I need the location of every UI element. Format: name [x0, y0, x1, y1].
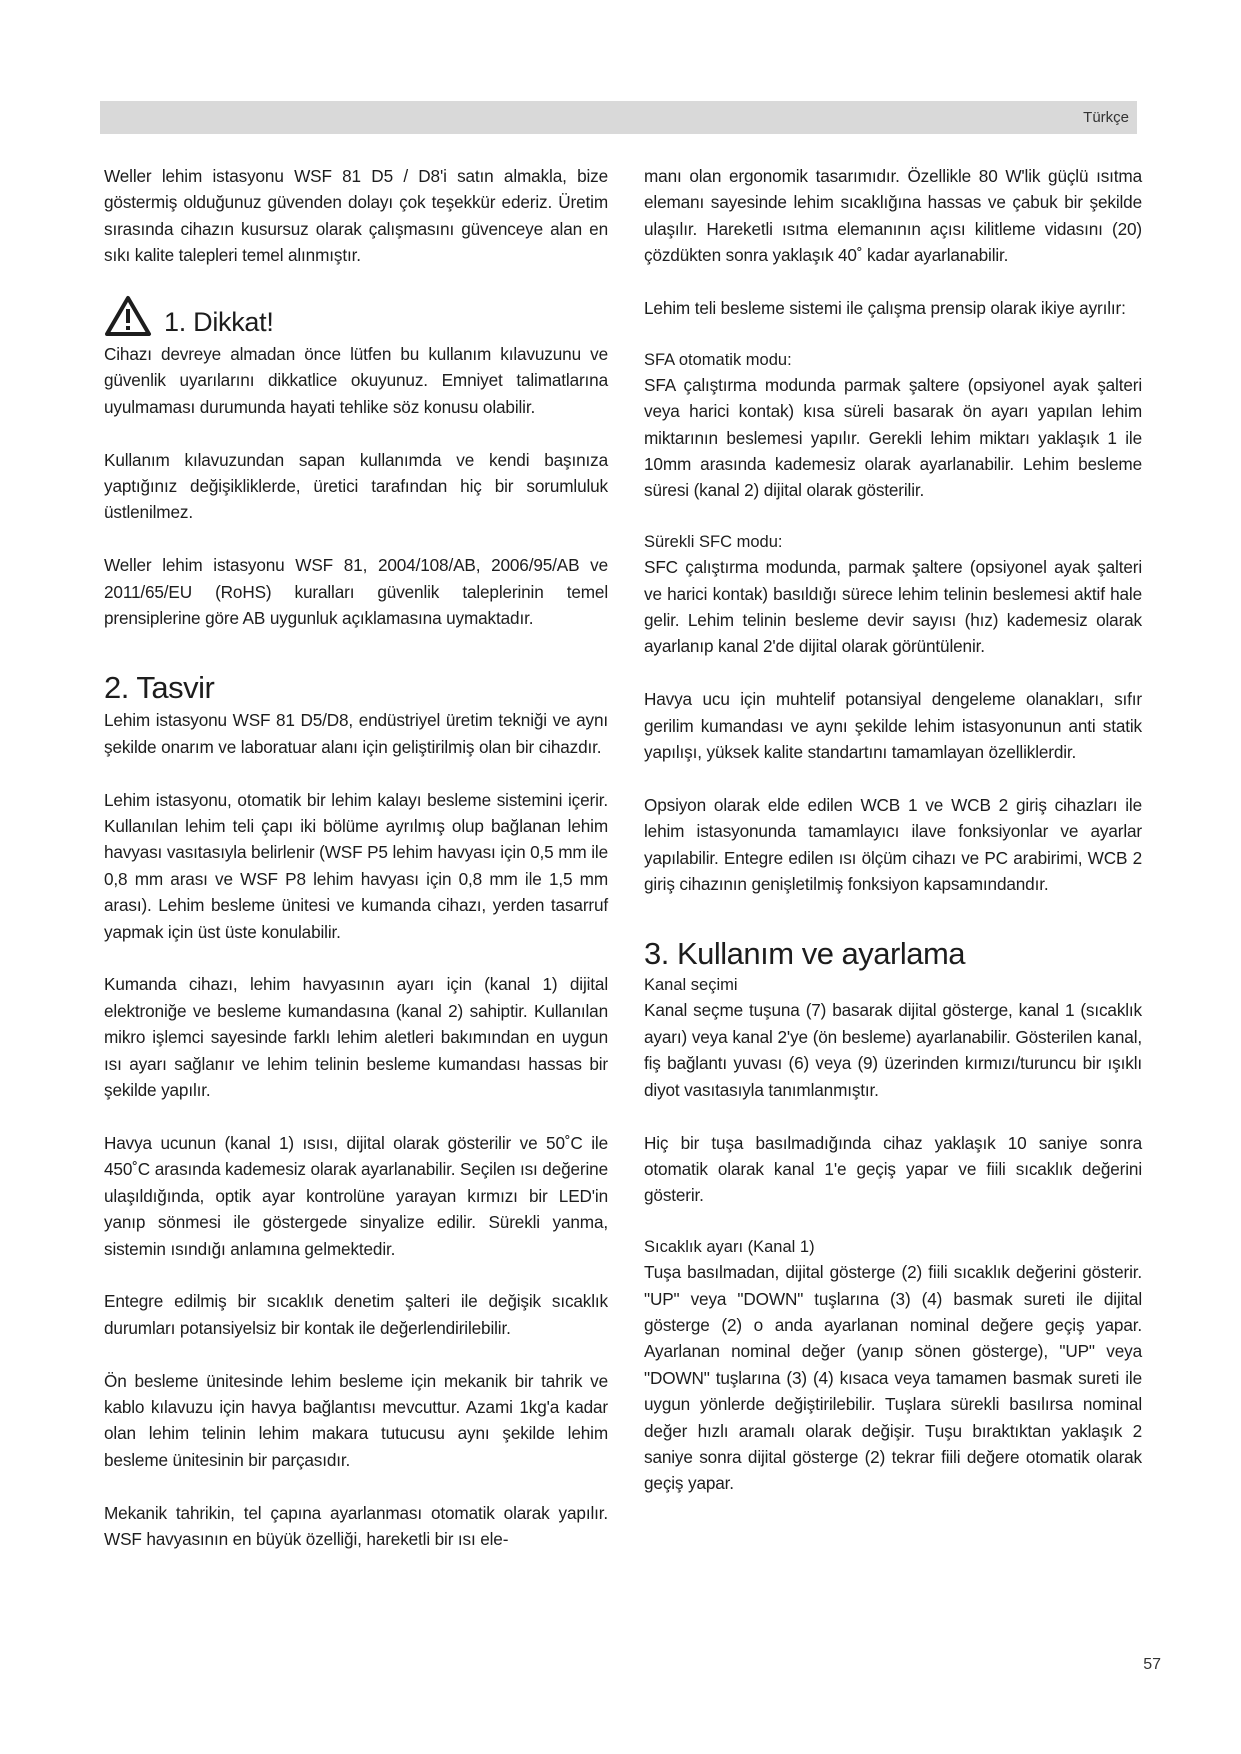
- right-column: [644, 163, 1142, 1497]
- section-2-paragraph-5: Entegre edilmiş bir sıcaklık denetim şalteri ile değişik sıcaklık durumları potansiyelsiz bir kontak ile değerlendirilebilir.: [104, 1291, 608, 1338]
- header-bar: [100, 101, 1137, 134]
- section-2-paragraph-7: Mekanik tahrikin, tel çapına ayarlanması otomatik olarak yapılır. WSF havyasının en büyük özelliği, hareketli bir ısı ele-: [104, 1502, 608, 1549]
- section-2-paragraph-2: Lehim istasyonu, otomatik bir lehim kalayı besleme sistemini içerir. Kullanılan lehim teli çapı iki bölüme ayrılmış olup bağlanan lehim havyası vasıtasıyla belirlenir (WSF P5 lehim havyası için 0,5 mm ile 0,8 mm arası ve WSF P8 lehim havyası için 0,8 mm ile 1,5 mm arası). Lehim besleme ünitesi ve kumanda cihazı, yerden tasarruf yapmak için üst üste konulabilir.: [104, 789, 608, 942]
- section-1-paragraph-3: Weller lehim istasyonu WSF 81, 2004/108/AB, 2006/95/AB ve 2011/65/EU (RoHS) kuralları güvenlik taleplerinin temel prensiplerine göre AB uygunluk açıklamasına uymaktadır.: [104, 555, 608, 629]
- sfa-mode-title: SFA otomatik modu:: [644, 350, 792, 369]
- sfc-mode-title: Sürekli SFC modu:: [644, 533, 783, 552]
- intro-paragraph: Weller lehim istasyonu WSF 81 D5 / D8'i satın almakla, bize göstermiş olduğunuz güvenden dolayı çok teşekkür ederiz. Üretim sırasında cihazın kusursuz olarak çalışmasını güvenceye alan en sıkı kalite talepleri temel alınmıştır.: [104, 166, 608, 266]
- section-2-paragraph-6: Ön besleme ünitesinde lehim besleme için mekanik bir tahrik ve kablo kılavuzu için havya bağlantısı mevcuttur. Azami 1kg'a kadar olan lehim telinin lehim makara tutucusu aynı şekilde lehim besleme ünitesinin bir parçasıdır.: [104, 1370, 608, 1470]
- temperature-setting-text: Tuşa basılmadan, dijital gösterge (2) fiili sıcaklık değerini gösterir. "UP" veya "DOWN" tuşlarına (3) (4) basmak sureti ile dijital gösterge (2) o anda ayarlanan nominal değere geçiş yapar. Ayarlanan nominal değer (yanıp sönen gösterge), "UP" veya "DOWN" tuşlarına (3) (4) kısaca veya tamamen basmak sureti ile uygun yönlerde değiştirilebilir. Tuşlara sürekli basılırsa nominal değer hızlı aramalı olarak değişir. Tuşu bıraktıktan yaklaşık 2 saniye sonra dijital gösterge (2) tekrar fiili değere otomatik olarak geçiş yapar.: [644, 1262, 1142, 1494]
- channel-selection-text: Kanal seçme tuşuna (7) basarak dijital gösterge, kanal 1 (sıcaklık ayarı) veya kanal 2'ye (ön besleme) ayarlanabilir. Gösterilen kanal, fiş bağlantı yuvası (6) veya (9) üzerinden kırmızı/turuncu bir ışıklı diyot vasıtasıyla tanımlanmıştır.: [644, 1000, 1142, 1100]
- temperature-setting-title: Sıcaklık ayarı (Kanal 1): [644, 1238, 815, 1257]
- section-1-paragraph-1: Cihazı devreye almadan önce lütfen bu kullanım kılavuzunu ve güvenlik uyarılarını dikkatlice okuyunuz. Emniyet talimatlarına uyulmaması durumunda hayati tehlike söz konusu olabilir.: [104, 344, 608, 417]
- left-column: [104, 163, 608, 1552]
- right-paragraph-5: Hiç bir tuşa basılmadığında cihaz yaklaşık 10 saniye sonra otomatik olarak kanal 1'e geçiş yapar ve fiili sıcaklık değerini gösterir.: [644, 1132, 1142, 1206]
- page-number: 57: [1143, 1656, 1161, 1673]
- section-2-paragraph-4: Havya ucunun (kanal 1) ısısı, dijital olarak gösterilir ve 50˚C ile 450˚C arasında kademesiz olarak ayarlanabilir. Seçilen ısı değerine ulaşıldığında, optik ayar kontrolüne yarayan kırmızı bir LED'in yanıp sönmesi ile göstergede sinyalize edilir. Sürekli yanma, sistemin ısındığı anlamına gelmektedir.: [104, 1132, 608, 1259]
- channel-selection-title: Kanal seçimi: [644, 976, 738, 995]
- right-paragraph-3: Havya ucu için muhtelif potansiyal dengeleme olanakları, sıfır gerilim kumandası ve aynı şekilde lehim istasyonunun anti statik yapılışı, yüksek kalite standartını tamamlayan özelliklerdir.: [644, 689, 1142, 763]
- section-1-title: 1. Dikkat!: [164, 307, 274, 338]
- section-2-paragraph-3: Kumanda cihazı, lehim havyasının ayarı için (kanal 1) dijital elektroniğe ve besleme kumandasına (kanal 2) sahiptir. Kullanılan mikro işlemci sayesinde farklı lehim aletleri bakımından en uygun ısı ayarı sağlanır ve lehim telinin besleme kumandası hassas bir şekilde yapılır.: [104, 974, 608, 1101]
- right-paragraph-1: manı olan ergonomik tasarımıdır. Özellikle 80 W'lik güçlü ısıtma elemanı sayesinde lehim sıcaklığına hassas ve çabuk bir şekilde ulaşılır. Hareketli ısıtma elemanının açısı kilitleme vidasını (20) çözdükten sonra yaklaşık 40˚ kadar ayarlanabilir.: [644, 166, 1142, 266]
- sfa-mode-text: SFA çalıştırma modunda parmak şaltere (opsiyonel ayak şalteri veya harici kontak) kısa süreli basarak ön ayarı yapılan lehim miktarının beslemesi yapılır. Gerekli lehim miktarı yaklaşık 1 ile 10mm arasında kademesiz olarak ayarlanabilir. Lehim besleme süresi (kanal 2) dijital olarak gösterilir.: [644, 374, 1142, 501]
- section-3-title: 3. Kullanım ve ayarlama: [644, 936, 966, 972]
- section-2-title: 2. Tasvir: [104, 670, 215, 706]
- warning-triangle-icon: [104, 295, 152, 337]
- sfc-mode-text: SFC çalıştırma modunda, parmak şaltere (opsiyonel ayak şalteri ve harici kontak) basıldığı sürece lehim telinin beslemesi aktif hale gelir. Lehim telinin besleme devir sayısı (hız) kademesiz olarak ayarlanıp kanal 2'de dijital olarak görüntülenir.: [644, 557, 1142, 657]
- header-language: Türkçe: [1083, 109, 1129, 126]
- right-paragraph-4: Opsiyon olarak elde edilen WCB 1 ve WCB 2 giriş cihazları ile lehim istasyonunda tamamlayıcı ilave fonksiyonlar ve ayarlar yapılabilir. Entegre edilen ısı ölçüm cihazı ve PC arabirimi, WCB 2 giriş cihazının genişletilmiş fonksiyon kapsamındandır.: [644, 794, 1142, 895]
- section-1-paragraph-2: Kullanım kılavuzundan sapan kullanımda ve kendi başınıza yaptığınız değişikliklerde, üretici tarafından hiç bir sorumluluk üstlenilmez.: [104, 449, 608, 523]
- right-paragraph-2: Lehim teli besleme sistemi ile çalışma prensip olarak ikiye ayrılır:: [644, 298, 1126, 319]
- section-2-paragraph-1: Lehim istasyonu WSF 81 D5/D8, endüstriyel üretim tekniği ve aynı şekilde onarım ve laboratuar alanı için geliştirilmiş olan bir cihazdır.: [104, 710, 608, 757]
- section-1-heading: [104, 295, 608, 337]
